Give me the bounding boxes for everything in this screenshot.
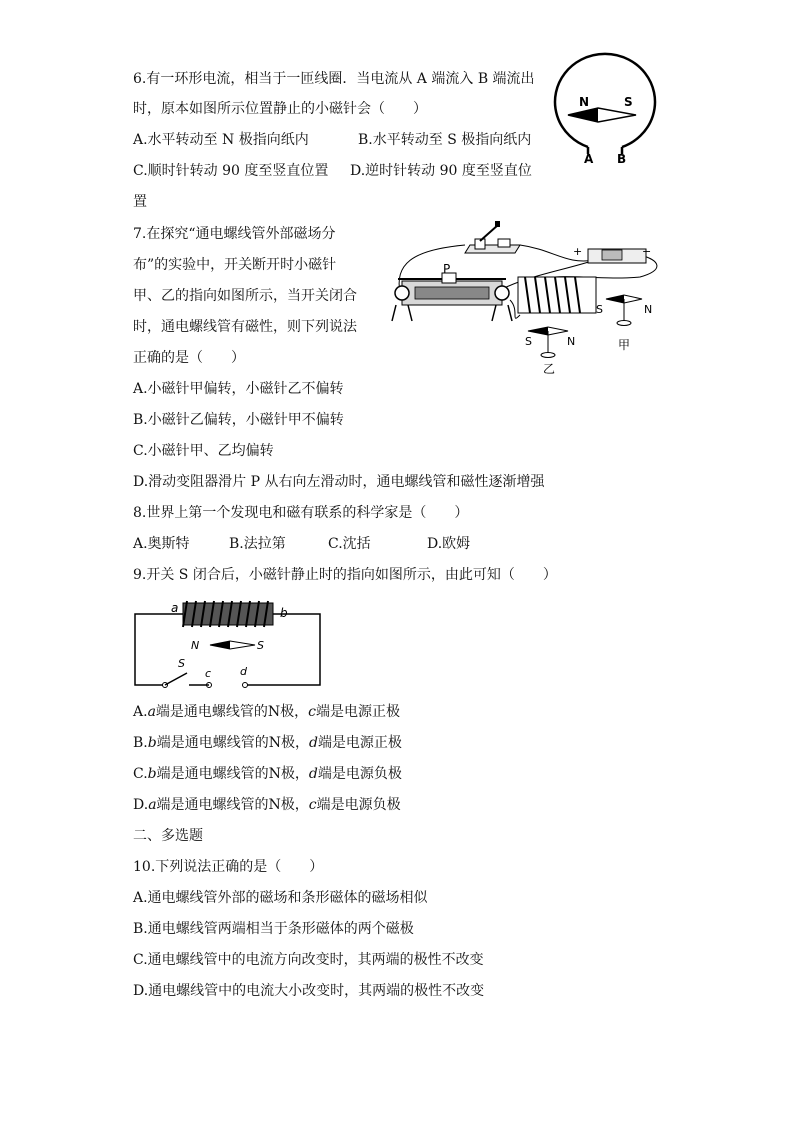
q9-fig-a-label: a bbox=[171, 601, 179, 615]
q10-option-b[interactable]: B.通电螺线管两端相当于条形磁体的两个磁极 bbox=[133, 921, 414, 937]
q6-fig-a-label: A bbox=[584, 152, 594, 166]
q8-option-a[interactable]: A.奥斯特 bbox=[133, 536, 190, 552]
section-title-multiple-choice: 二、多选题 bbox=[133, 828, 203, 844]
q7-fig-minus-label: − bbox=[642, 245, 652, 258]
q6-stem-line2: 时，原本如图所示位置静止的小磁针会（ ） bbox=[133, 101, 427, 117]
q6-option-d[interactable]: D.逆时针转动 90 度至竖直位 bbox=[350, 163, 532, 179]
q7-fig-jia-s-label: S bbox=[596, 303, 603, 316]
q8-stem: 8.世界上第一个发现电和磁有联系的科学家是（ ） bbox=[133, 505, 469, 521]
q9-option-d-mid: 端是通电螺线管的N极， bbox=[156, 797, 309, 813]
q9-stem: 9.开关 S 闭合后，小磁针静止时的指向如图所示，由此可知（ ） bbox=[133, 567, 557, 583]
q9-option-c-post: 端是电源负极 bbox=[317, 766, 402, 782]
q6-option-c[interactable]: C.顺时针转动 90 度至竖直位置 bbox=[133, 163, 329, 179]
q9-option-b-var1: b bbox=[147, 735, 157, 751]
q9-option-a[interactable] bbox=[133, 703, 400, 721]
q7-option-c[interactable]: C.小磁针甲、乙均偏转 bbox=[133, 443, 274, 459]
q8-option-b[interactable]: B.法拉第 bbox=[229, 536, 286, 552]
q9-solenoid-switch-figure bbox=[125, 595, 330, 695]
q9-option-a-post: 端是电源正极 bbox=[316, 704, 401, 720]
q7-stem-line2: 布”的实验中，开关断开时小磁针 bbox=[133, 257, 337, 273]
q7-fig-p-label: P bbox=[443, 262, 451, 276]
q9-option-b-prefix: B. bbox=[133, 735, 148, 751]
q9-option-c[interactable] bbox=[133, 765, 402, 783]
q9-option-c-var2: d bbox=[308, 766, 318, 782]
q7-solenoid-circuit-figure bbox=[380, 215, 670, 380]
q6-fig-b-label: B bbox=[617, 152, 627, 166]
q8-option-d[interactable]: D.欧姆 bbox=[427, 536, 471, 552]
q10-option-d[interactable]: D.通电螺线管中的电流大小改变时，其两端的极性不改变 bbox=[133, 983, 485, 999]
q9-option-a-var1: a bbox=[147, 704, 156, 720]
q9-option-a-prefix: A. bbox=[133, 704, 148, 720]
q9-option-b-post: 端是电源正极 bbox=[317, 735, 402, 751]
q6-option-d-cont: 置 bbox=[133, 194, 147, 210]
q9-option-d-prefix: D. bbox=[133, 797, 149, 813]
q6-fig-n-label: N bbox=[579, 95, 590, 109]
q9-fig-s-label: S bbox=[257, 639, 264, 652]
q9-fig-c-label: c bbox=[205, 667, 212, 680]
q9-option-a-var2: c bbox=[308, 704, 317, 720]
q9-option-d-var2: c bbox=[308, 797, 317, 813]
q7-stem-line1: 7.在探究“通电螺线管外部磁场分 bbox=[133, 226, 336, 242]
q9-fig-n-label: N bbox=[191, 639, 200, 652]
q9-fig-b-label: b bbox=[280, 606, 288, 620]
q6-fig-s-label: S bbox=[624, 95, 633, 109]
q9-fig-d-label: d bbox=[240, 665, 247, 678]
q7-fig-yi-n-label: N bbox=[567, 335, 576, 348]
q9-option-b-mid: 端是通电螺线管的N极， bbox=[156, 735, 309, 751]
q9-option-c-prefix: C. bbox=[133, 766, 148, 782]
q7-option-d[interactable]: D.滑动变阻器滑片 P 从右向左滑动时，通电螺线管和磁性逐渐增强 bbox=[133, 474, 545, 490]
q8-option-c[interactable]: C.沈括 bbox=[328, 536, 371, 552]
q7-option-b[interactable]: B.小磁针乙偏转，小磁针甲不偏转 bbox=[133, 412, 344, 428]
q7-fig-yi-label: 乙 bbox=[543, 362, 556, 376]
q9-option-b-var2: d bbox=[308, 735, 318, 751]
q9-option-c-var1: b bbox=[147, 766, 157, 782]
q7-stem-line5: 正确的是（ ） bbox=[133, 350, 245, 366]
q6-stem-line1: 6.有一环形电流，相当于一匝线圈．当电流从 A 端流入 B 端流出 bbox=[133, 71, 535, 87]
q10-stem: 10.下列说法正确的是（ ） bbox=[133, 859, 324, 875]
q7-fig-jia-label: 甲 bbox=[618, 338, 631, 352]
q9-option-d[interactable] bbox=[133, 796, 401, 814]
q7-fig-yi-s-label: S bbox=[525, 335, 532, 348]
q9-option-d-post: 端是电源负极 bbox=[316, 797, 401, 813]
q9-fig-switch-label: S bbox=[178, 657, 185, 670]
q10-option-c[interactable]: C.通电螺线管中的电流方向改变时，其两端的极性不改变 bbox=[133, 952, 484, 968]
q7-option-a[interactable]: A.小磁针甲偏转，小磁针乙不偏转 bbox=[133, 381, 344, 397]
q9-option-b[interactable] bbox=[133, 734, 402, 752]
q7-fig-plus-label: + bbox=[573, 245, 583, 258]
q6-ring-current-figure bbox=[550, 62, 665, 167]
q6-option-b[interactable]: B.水平转动至 S 极指向纸内 bbox=[358, 132, 532, 148]
q7-fig-jia-n-label: N bbox=[644, 303, 653, 316]
q7-stem-line3: 甲、乙的指向如图所示，当开关闭合 bbox=[133, 288, 357, 304]
q6-option-a[interactable]: A.水平转动至 N 极指向纸内 bbox=[133, 132, 309, 148]
q9-option-a-mid: 端是通电螺线管的N极， bbox=[155, 704, 309, 720]
q9-option-c-mid: 端是通电螺线管的N极， bbox=[156, 766, 309, 782]
q7-stem-line4: 时，通电螺线管有磁性，则下列说法 bbox=[133, 319, 357, 335]
q10-option-a[interactable]: A.通电螺线管外部的磁场和条形磁体的磁场相似 bbox=[133, 890, 428, 906]
q9-option-d-var1: a bbox=[148, 797, 157, 813]
